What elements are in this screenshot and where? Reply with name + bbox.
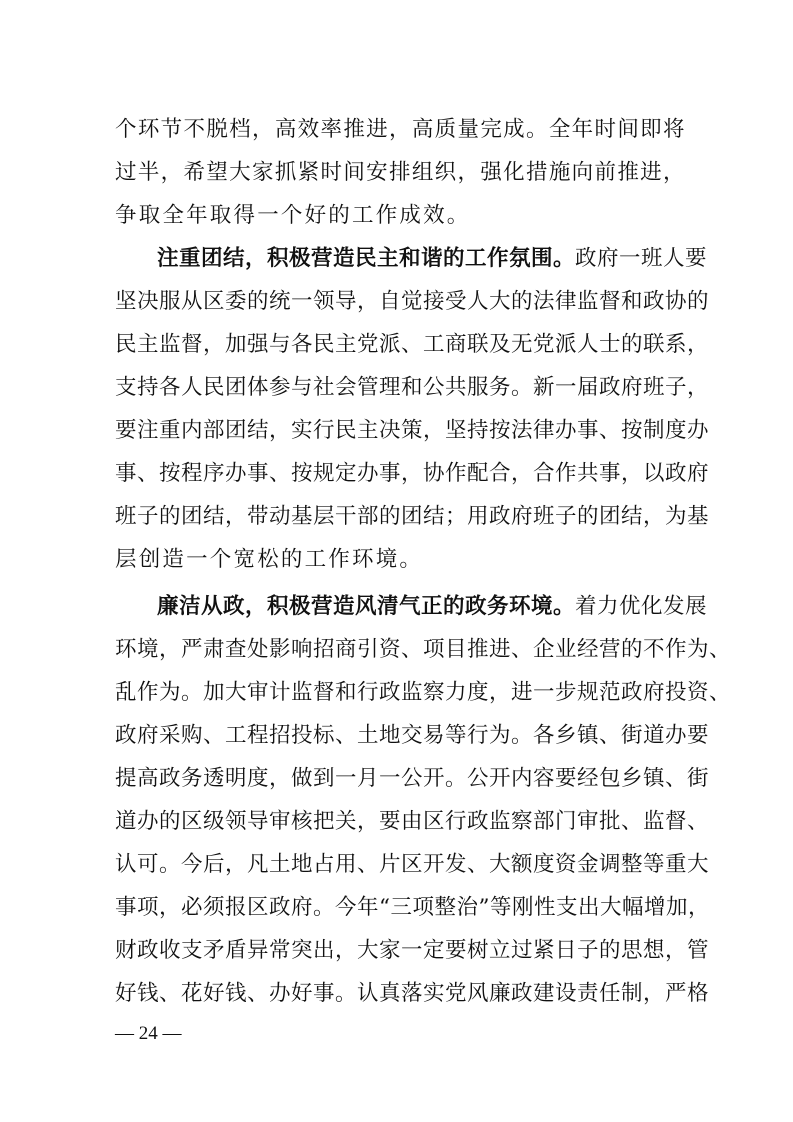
paragraph-heading-line: 注重团结，积极营造民主和谐的工作氛围。政府一班人要 bbox=[157, 246, 708, 271]
body-line: 层创造一个宽松的工作环境。 bbox=[115, 547, 424, 572]
paragraph-heading: 廉洁从政，积极营造风清气正的政务环境。 bbox=[157, 594, 576, 619]
body-line: 提高政务透明度，做到一月一公开。公开内容要经包乡镇、街 bbox=[115, 766, 710, 791]
paragraph-heading: 注重团结，积极营造民主和谐的工作氛围。 bbox=[157, 246, 576, 271]
body-line: 班子的团结，带动基层干部的团结；用政府班子的团结，为基 bbox=[115, 504, 710, 529]
body-line: 个环节不脱档，高效率推进，高质量完成。全年时间即将 bbox=[115, 117, 685, 142]
body-line: 道办的区级领导审核把关，要由区行政监察部门审批、监督、 bbox=[115, 809, 710, 834]
body-line: 争取全年取得一个好的工作成效。 bbox=[115, 203, 471, 228]
body-line: 环境，严肃查处影响招商引资、项目推进、企业经营的不作为、 bbox=[115, 637, 732, 662]
body-line: 民主监督，加强与各民主党派、工商联及无党派人士的联系， bbox=[115, 332, 710, 357]
body-line: 事、按程序办事、按规定办事，协作配合，合作共事，以政府 bbox=[115, 461, 710, 486]
body-line: 要注重内部团结，实行民主决策，坚持按法律办事、按制度办 bbox=[115, 418, 710, 443]
body-line: 乱作为。加大审计监督和行政监察力度，进一步规范政府投资、 bbox=[115, 680, 732, 705]
body-line: 财政收支矛盾异常突出，大家一定要树立过紧日子的思想，管 bbox=[115, 938, 710, 963]
body-line: 好钱、花好钱、办好事。认真落实党风廉政建设责任制，严格 bbox=[115, 981, 710, 1006]
page-number: — 24 — bbox=[115, 1023, 182, 1044]
paragraph-heading-line: 廉洁从政，积极营造风清气正的政务环境。着力优化发展 bbox=[157, 594, 708, 619]
body-line: 事项，必须报区政府。今年“三项整治”等刚性支出大幅增加， bbox=[115, 895, 710, 920]
body-line: 坚决服从区委的统一领导，自觉接受人大的法律监督和政协的 bbox=[115, 289, 710, 314]
body-line: 政府采购、工程招投标、土地交易等行为。各乡镇、街道办要 bbox=[115, 723, 710, 748]
body-line: 支持各人民团体参与社会管理和公共服务。新一届政府班子， bbox=[115, 375, 710, 400]
body-line: 认可。今后，凡土地占用、片区开发、大额度资金调整等重大 bbox=[115, 852, 710, 877]
body-line: 过半，希望大家抓紧时间安排组织，强化措施向前推进， bbox=[115, 160, 685, 185]
